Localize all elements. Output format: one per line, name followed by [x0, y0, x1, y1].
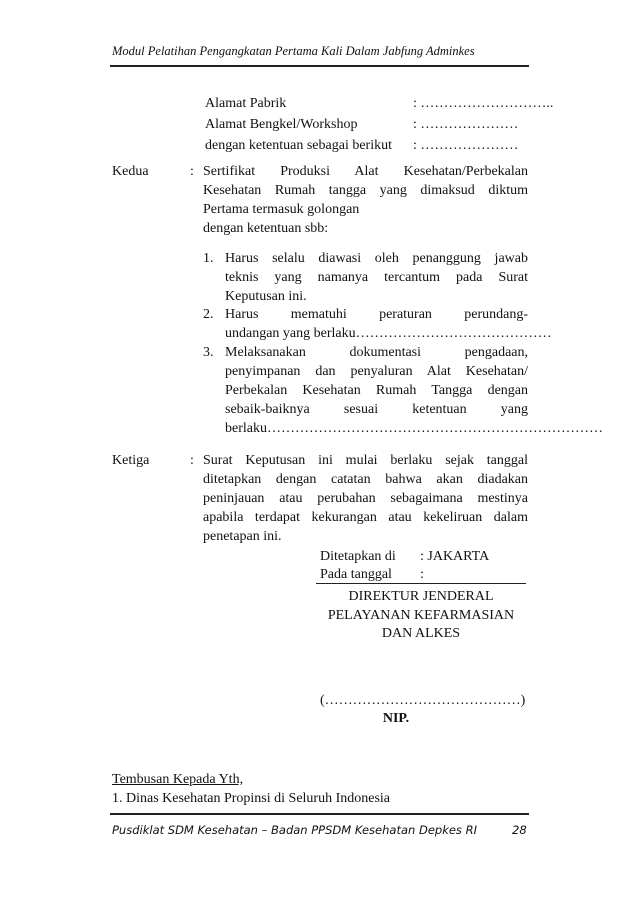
ketiga-line: apabila terdapat kekurangan atau kekeliruan dalam — [203, 510, 528, 525]
ketentuan-label: dengan ketentuan sebagai berikut — [205, 138, 392, 153]
kedua-line: Sertifikat Produksi Alat Kesehatan/Perbekalan — [203, 164, 528, 179]
item-line: berlaku……………………………………………………………… — [225, 421, 603, 436]
kedua-line: Kesehatan Rumah tangga yang dimaksud diktum — [203, 183, 528, 198]
page-header-title: Modul Pelatihan Pengangkatan Pertama Kali Dalam Jabfung Adminkes — [112, 44, 475, 58]
tembusan-title: Tembusan Kepada Yth, — [112, 772, 244, 787]
ditetapkan-label: Ditetapkan di — [320, 549, 396, 564]
kedua-label: Kedua — [112, 164, 149, 179]
ketentuan-value: : ………………… — [413, 138, 519, 153]
signature-divider — [316, 583, 526, 584]
page-number: 28 — [512, 823, 527, 837]
ketiga-line: ditetapkan dengan catatan bahwa akan diadakan — [203, 472, 528, 487]
signatory-name-placeholder: (……………………………………) — [320, 693, 526, 708]
item-line: Keputusan ini. — [225, 289, 307, 304]
item-line: Perbekalan Kesehatan Rumah Tangga dengan — [225, 383, 528, 398]
tembusan-item: 1. Dinas Kesehatan Propinsi di Seluruh Indonesia — [112, 791, 391, 806]
item-line: undangan yang berlaku…………………………………… — [225, 326, 552, 341]
item-number: 1. — [203, 251, 214, 266]
ditetapkan-value: : JAKARTA — [420, 549, 490, 564]
item-number: 3. — [203, 345, 214, 360]
header-divider — [110, 65, 529, 67]
item-number: 2. — [203, 307, 214, 322]
item-line: sebaik-baiknya sesuai ketentuan yang — [225, 402, 528, 417]
item-line: penyimpanan dan penyaluran Alat Kesehatan/ — [225, 364, 528, 379]
ketiga-line: peninjauan atau perubahan sebagaimana mestinya — [203, 491, 528, 506]
tanggal-label: Pada tanggal — [320, 567, 392, 582]
ketiga-label: Ketiga — [112, 453, 150, 468]
item-line: Harus mematuhi peraturan perundang- — [225, 307, 528, 322]
kedua-line: dengan ketentuan sbb: — [203, 221, 329, 236]
item-line: Melaksanakan dokumentasi pengadaan, — [225, 345, 528, 360]
kedua-colon: : — [190, 164, 194, 179]
alamat-pabrik-value: : ……………………….. — [413, 96, 554, 111]
nip-label: NIP. — [382, 711, 410, 726]
item-line: teknis yang namanya tercantum pada Surat — [225, 270, 528, 285]
alamat-bengkel-label: Alamat Bengkel/Workshop — [205, 117, 358, 132]
ketiga-line: Surat Keputusan ini mulai berlaku sejak tanggal — [203, 453, 528, 468]
footer-text: Pusdiklat SDM Kesehatan – Badan PPSDM Kesehatan Depkes RI — [112, 823, 477, 837]
office-title: DIREKTUR JENDERAL — [348, 589, 494, 604]
ketiga-colon: : — [190, 453, 194, 468]
item-line: Harus selalu diawasi oleh penanggung jawab — [225, 251, 528, 266]
ketiga-line: penetapan ini. — [203, 529, 282, 544]
office-title: PELAYANAN KEFARMASIAN — [327, 608, 515, 623]
alamat-pabrik-label: Alamat Pabrik — [205, 96, 287, 111]
footer-divider — [110, 813, 529, 815]
tanggal-value: : — [420, 567, 424, 582]
alamat-bengkel-value: : ………………… — [413, 117, 519, 132]
office-title: DAN ALKES — [381, 626, 461, 641]
kedua-line: Pertama termasuk golongan — [203, 202, 360, 217]
